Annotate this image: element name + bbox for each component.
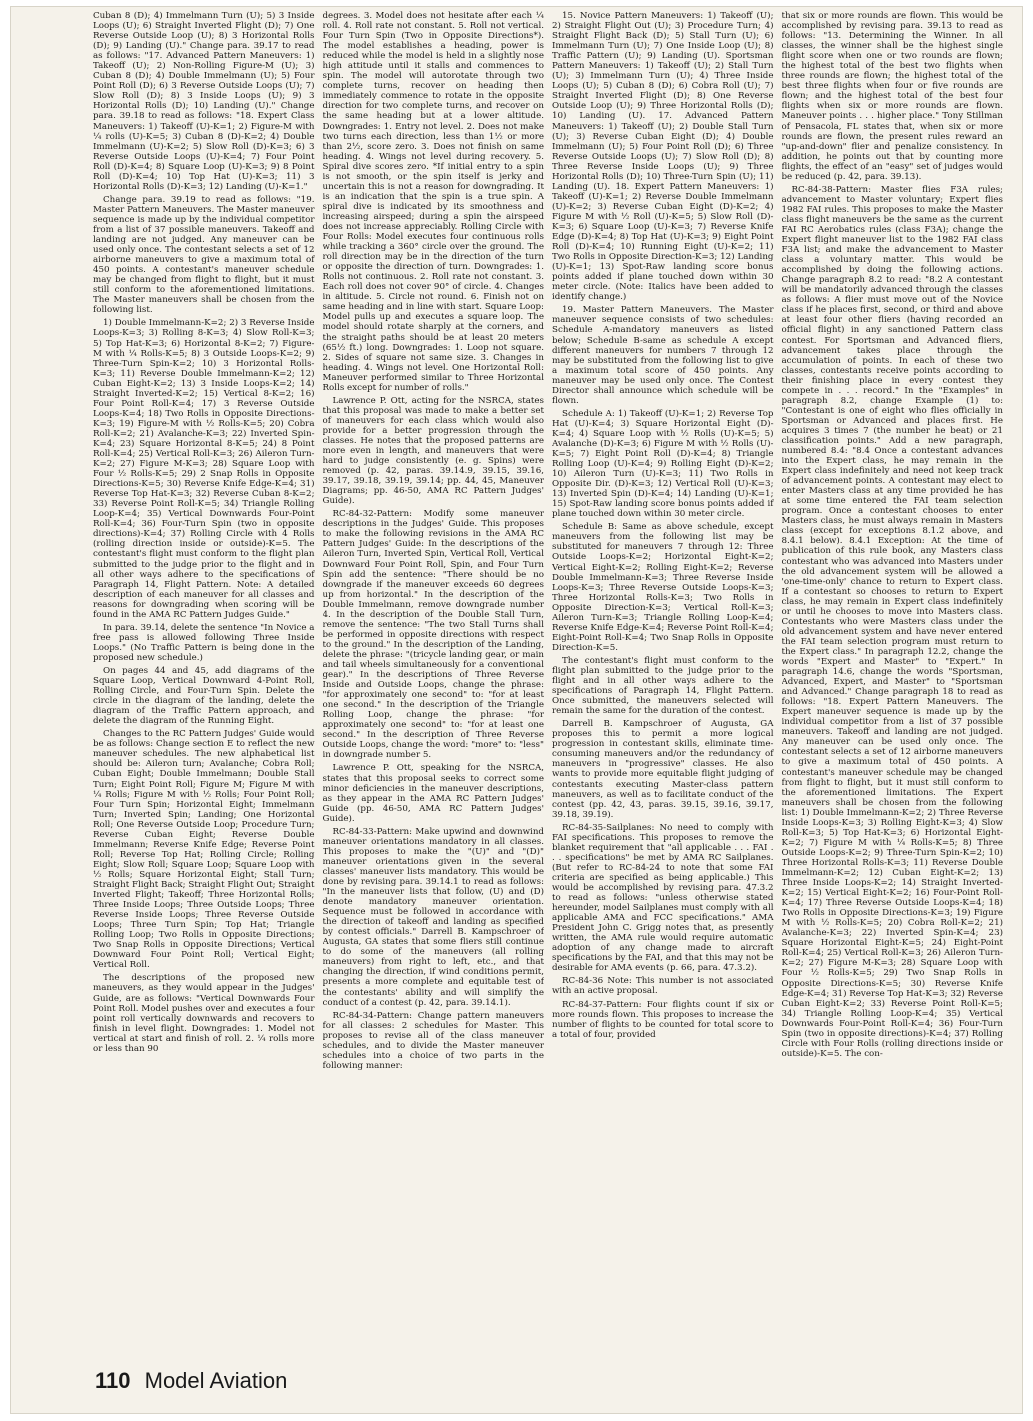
proposal-rc-84-38: RC-84-38-Pattern: Master flies F3A rules; advancement to Master voluntary; Expert flies 1982 FAI rules. This proposes to make the Master class flight maneuvers be the same as the current FAI RC Aerobatics rules (class F3A); change the Expert flight maneuver list to the 1982 FAI class F3A list; and make the advancement to Master class a voluntary matter. This would be accomplished by doing the following actions. Change paragraph 8.2 to read: "8.2 A contestant will be mandatorily advanced through the classes as follows: A flier must move out of the Novice class if he places first, second, or third and above at least four other fliers (having recorded an official flight) in any sanctioned Pattern class contest. For Sportsman and Advanced fliers, advancement takes place through the accumulation of points. In each of these two classes, contestants receive points according to their finishing place in every contest they compete in . . . record." In the "Examples" in paragraph 8.2, change Example (1) to: "Contestant is one of eight who flies officially in Sportsman or Advanced and places first. He acquires 3 times 7 (the number he beat) or 21 classification points." Add a new paragraph, numbered 8.4: "8.4 Once a contestant advances into the Expert class, he may remain in the Expert class indefinitely and need not keep track of advancement points. A contestant may elect to enter Masters class at any time provided he has at some time entered the FAI team selection program. Once a contestant chooses to enter Masters class, he must always remain in Masters class (except for exceptions 8.1.2 above, and 8.4.1 below). 8.4.1 Exception: At the time of publication of this rule book, any Masters class contestant who was advanced into Masters under the old advancement system will be allowed a 'one-time-only' chance to return to Expert class. If a contestant so chooses to return to Expert class, he may remain in Expert class indefinitely or until he chooses to move into Masters class. Contestants who were Masters class under the old advancement system and have never entered the FAI team selection program must return to the Expert class." In paragraph 12.2, change the words "Expert and Master" to "Expert." In paragraph 14.6, change the words "Sportsman, Advanced, Expert, and Master" to "Sportsman and Advanced." Change paragraph 18 to read as follows: "18. Expert Pattern Maneuvers. The Expert maneuver sequence is made up by the individual competitor from a list of 37 possible maneuvers. Takeoff and landing are not judged. Any maneuver can be used only once. The contestant selects a set of 12 airborne maneuvers to give a maximum total of 450 points. A contestant's maneuver schedule may be changed from flight to flight, but it must still conform to the aforementioned limitations. The Expert maneuvers shall be chosen from the following list: 1) Double Immelmann-K=2; 2) Three Reverse Inside Loops-K=3; 3) Rolling Eight-K=3; 4) Slow Roll-K=3; 5) Top Hat-K=3; 6) Horizontal Eight-K=2; 7) Figure M with ¼ Rolls-K=5; 8) Three Outside Loops-K=2; 9) Three-Turn Spin-K=2; 10) Three Horizontal Rolls-K=3; 11) Reverse Double Immelmann-K=2; 12) Cuban Eight-K=2; 13) Three Inside Loops-K=2; 14) Straight Inverted-K=2; 15) Vertical Eight-K=2; 16) Four-Point Roll-K=4; 17) Three Reverse Outside Loops-K=4; 18) Two Rolls in Opposite Directions-K=3; 19) Figure M with ½ Rolls-K=5; 20) Cobra Roll-K=2; 21) Avalanche-K=3; 22) Inverted Spin-K=4; 23) Square Horizontal Eight-K=5; 24) Eight-Point Roll-K=4; 25) Vertical Roll-K=3; 26) Aileron Turn-K=2; 27) Figure M-K=3; 28) Square Loop with Four ½ Rolls-K=5; 29) Two Snap Rolls in Opposite Directions-K=5; 30) Reverse Knife Edge-K=4; 31) Reverse Top Hat-K=3; 32) Reverse Cuban Eight-K=2; 33) Reverse Point Roll-K=5; 34) Triangle Rolling Loop-K=4; 35) Vertical Downwards Four-Point Roll-K=4; 36) Four-Turn Spin (two in opposite directions)-K=4; 37) Rolling Circle with Four Rolls (rolling directions inside or outside)-K=5. The con-	[781, 184, 1003, 1059]
paragraph: that six or more rounds are flown. This would be accomplished by revising para. 39.13 to read as follows: "13. Determining the Winner. In all classes, the winner shall be the highest single flight score when one or two rounds are flown; the highest total of the best two flights when three rounds are flown; the highest total of the best three flights when four or five rounds are flown; and the highest total of the best four flights when six or more rounds are flown. Maneuver points . . . higher place." Tony Stillman of Pensacola, FL states that, when six or more rounds are flown, the present rules reward an "up-and-down" flier and penalize consistency. In addition, he points out that by counting more flights, the effect of an "easy" set of judges would be reduced (p. 42, para. 39.13).	[781, 11, 1003, 182]
text-column-4	[782, 11, 1004, 1346]
paragraph: 15. Novice Pattern Maneuvers: 1) Takeoff (U); 2) Straight Flight Out (U); 3) Procedure Turn; 4) Straight Flight Back (D); 5) Stall Turn (U); 6) Immelmann Turn (U); 7) One Inside Loop (U); 8) Traffic Pattern (U); 9) Landing (U). Sportsman Pattern Maneuvers: 1) Takeoff (U); 2) Stall Turn (U); 3) Immelmann Turn (U); 4) Three Inside Loops (U); 5) Cuban 8 (D); 6) Cobra Roll (U); 7) Straight Inverted Flight (D); 8) One Reverse Outside Loop (U); 9) Three Horizontal Rolls (D); 10) Landing (U). 17. Advanced Pattern Maneuvers: 1) Takeoff (U); 2) Double Stall Turn (U); 3) Reverse Cuban Eight (D); 4) Double Immelmann (U); 5) Four Point Roll (D); 6) Three Reverse Outside Loops (U); 7) Slow Roll (D); 8) Three Reverse Inside Loops (U); 9) Three Horizontal Rolls (D); 10) Three-Turn Spin (U); 11) Landing (U). 18. Expert Pattern Maneuvers: 1) Takeoff (U)-K=1; 2) Reverse Double Immelmann (U)-K=2; 3) Reverse Cuban Eight (D)-K=2; 4) Figure M with ½ Roll (U)-K=5; 5) Slow Roll (D)-K=3; 6) Square Loop (U)-K=3; 7) Reverse Knife Edge (D)-K=4; 8) Top Hat (U)-K=3; 9) Eight Point Roll (D)-K=4; 10) Running Eight (U)-K=2; 11) Two Rolls in Opposite Direction-K=3; 12) Landing (U)-K=1; 13) Spot-Raw landing score bonus points added if plane touched down within 30 meter circle. (Note: Italics have been added to identify change.)	[552, 11, 774, 303]
paragraph: 19. Master Pattern Maneuvers. The Master maneuver sequence consists of two schedules: Schedule A-mandatory maneuvers as listed below; Schedule B-same as schedule A except different maneuvers for numbers 7 through 12 may be substituted from the following list to give a maximum total score of 450 points. Any maneuver may be used only once. The Contest Director shall announce which schedule will be flown.	[552, 305, 774, 406]
paragraph: Darrell B. Kampschroer of Augusta, GA proposes this to permit a more logical progression in contestant skills, eliminate time-consuming maneuvers and/or the redundancy of maneuvers in "progressive" classes. He also wants to provide more equitable flight judging of contestants executing Master-class pattern maneuvers, as well as to facilitate conduct of the contest (pp. 42, 43, paras. 39.15, 39.16, 39.17, 39.18, 39.19).	[552, 719, 774, 820]
paragraph: Changes to the RC Pattern Judges' Guide would be as follows: Change section E to reflect the new maneuver schedules. The new alphabetical list should be: Aileron turn; Avalanche; Cobra Roll; Cuban Eight; Double Immelmann; Double Stall Turn; Eight Point Roll; Figure M; Figure M with ¼ Rolls; Figure M with ½ Rolls; Four Point Roll; Four Turn Spin; Horizontal Eight; Immelmann Turn; Inverted Spin; Landing; One Horizontal Roll; One Reverse Outside Loop; Procedure Turn; Reverse Cuban Eight; Reverse Double Immelmann; Reverse Knife Edge; Reverse Point Roll; Reverse Top Hat; Rolling Circle; Rolling Eight; Slow Roll; Square Loop; Square Loop with ½ Rolls; Square Horizontal Eight; Stall Turn; Straight Flight Back; Straight Flight Out; Straight Inverted Flight; Takeoff; Three Horizontal Rolls; Three Inside Loops; Three Outside Loops; Three Reverse Inside Loops; Three Reverse Outside Loops; Three Turn Spin; Top Hat; Triangle Rolling Loop; Two Rolls in Opposite Directions; Two Snap Rolls in Opposite Directions; Vertical Downward Four Point Roll; Vertical Eight; Vertical Roll.	[93, 729, 315, 971]
paragraph: Cuban 8 (D); 4) Immelmann Turn (U); 5) 3 Inside Loops (U); 6) Straight Inverted Flight (D); 7) One Reverse Outside Loop (U); 8) 3 Horizontal Rolls (D); 9) Landing (U)." Change para. 39.17 to read as follows: "17. Advanced Pattern Maneuvers: 1) Takeoff (U); 2) Non-Rolling Figure-M (U); 3) Cuban 8 (D); 4) Double Immelmann (U); 5) Four Point Roll (D); 6) 3 Reverse Outside Loops (U); 7) Slow Roll (D); 8) 3 Inside Loops (U); 9) 3 Horizontal Rolls (D); 10) Landing (U)." Change para. 39.18 to read as follows: "18. Expert Class Maneuvers: 1) Takeoff (U)-K=1; 2) Figure-M with ¼ rolls (U)-K=5; 3) Cuban 8 (D)-K=2; 4) Double Immelmann (U)-K=2; 5) Slow Roll (D)-K=3; 6) 3 Reverse Outside Loops (U)-K=4; 7) Four Point Roll (D)-K=4; 8) Square Loop (U)-K=3; 9) 8 Point Roll (D)-K=4; 10) Top Hat (U)-K=3; 11) 3 Horizontal Rolls (D)-K=3; 12) Landing (U)-K=1."	[93, 11, 315, 192]
paragraph: The descriptions of the proposed new maneuvers, as they would appear in the Judges' Guide, are as follows: "Vertical Downwards Four Point Roll. Model pushes over and executes a four point roll vertically downwards and recovers to finish in level flight. Downgrades: 1. Model not vertical at start and finish of roll. 2. ¼ rolls more or less than 90	[93, 973, 315, 1054]
magazine-page	[10, 6, 1023, 1414]
paragraph: Change para. 39.19 to read as follows: "19. Master Pattern Maneuvers. The Master maneuver sequence is made up by the individual competitor from a list of 37 possible maneuvers. Takeoff and landing are not judged. Any maneuver can be used only once. The contestant selects a set of 12 airborne maneuvers to give a maximum total of 450 points. A contestant's maneuver schedule may be changed from flight to flight, but it must still conform to the aforementioned limitations. The Master maneuvers shall be chosen from the following list.	[93, 194, 315, 316]
paragraph: On pages 44 and 45, add diagrams of the Square Loop, Vertical Downward 4-Point Roll, Rolling Circle, and Four-Turn Spin. Delete the circle in the diagram of the landing, delete the diagram of the Traffic Pattern approach, and delete the diagram of the Running Eight.	[93, 666, 315, 727]
page-footer	[95, 1368, 287, 1394]
text-columns	[93, 11, 1003, 1346]
paragraph: In para. 39.14, delete the sentence "In Novice a free pass is allowed following Three Inside Loops." (No Traffic Pattern is being done in the proposed new schedule.)	[93, 622, 315, 663]
text-column-1	[93, 11, 315, 1346]
paragraph: Schedule B: Same as above schedule, except maneuvers from the following list may be substituted for maneuvers 7 through 12: Three Outside Loops-K=2; Horizontal Eight-K=2; Vertical Eight-K=2; Rolling Eight-K=2; Reverse Double Immelmann-K=3; Three Reverse Inside Loops-K=3; Three Reverse Outside Loops-K=3; Three Horizontal Rolls-K=3; Two Rolls in Opposite Direction-K=3; Vertical Roll-K=3; Aileron Turn-K=3; Triangle Rolling Loop-K=4; Reverse Knife Edge-K=4; Reverse Point Roll-K=4; Eight-Point Roll-K=4; Two Snap Rolls in Opposite Direction-K=5.	[552, 522, 774, 653]
proposal-rc-84-34: RC-84-34-Pattern: Change pattern maneuvers for all classes: 2 schedules for Master. This proposes to revise all of the class maneuver schedules, and to divide the Master maneuver schedules into a choice of two parts in the following manner:	[322, 1010, 544, 1071]
proposal-rc-84-36: RC-84-36 Note: This number is not associated with an active proposal.	[552, 976, 774, 997]
proposal-rc-84-32: RC-84-32-Pattern: Modify some maneuver descriptions in the Judges' Guide. This proposes to make the following revisions in the AMA RC Pattern Judges' Guide: In the descriptions of the Aileron Turn, Inverted Spin, Vertical Roll, Vertical Downward Four Point Roll, Spin, and Four Turn Spin add the sentence: "There should be no downgrade if the maneuver exceeds 60 degrees up from horizontal." In the description of the Double Immelmann, remove downgrade number 4. In the description of the Double Stall Turn, remove the sentence: "The two Stall Turns shall be performed in opposite directions with respect to the ground." In the description of the Landing, delete the phrase: "(tricycle landing gear, or main and tail wheels simultaneously for a conventional gear)." In the descriptions of Three Reverse Inside and Outside Loops, change the phrase: "for approximately one second" to: "for at least one second." In the description of the Triangle Rolling Loop, change the phrase: "for approximately one second" to: "for at least one second." In the description of Three Reverse Outside Loops, change the word: "more" to: "less" in downgrade number 5.	[322, 509, 544, 761]
paragraph: 1) Double Immelmann-K=2; 2) 3 Reverse Inside Loops-K=3; 3) Rolling 8-K=3; 4) Slow Roll-K=3; 5) Top Hat-K=3; 6) Horizontal 8-K=2; 7) Figure-M with ¼ Rolls-K=5; 8) 3 Outside Loops-K=2; 9) Three-Turn Spin-K=2; 10) 3 Horizontal Rolls-K=3; 11) Reverse Double Immelmann-K=2; 12) Cuban Eight-K=2; 13) 3 Inside Loops-K=2; 14) Straight Inverted-K=2; 15) Vertical 8-K=2; 16) Four Point Roll-K=4; 17) 3 Reverse Outside Loops-K=4; 18) Two Rolls in Opposite Directions-K=3; 19) Figure-M with ½ Rolls-K=5; 20) Cobra Roll-K=2; 21) Avalanche-K=3; 22) Inverted Spin-K=4; 23) Square Horizontal 8-K=5; 24) 8 Point Roll-K=4; 25) Vertical Roll-K=3; 26) Aileron Turn-K=2; 27) Figure M-K=3; 28) Square Loop with Four ½ Rolls-K=5; 29) 2 Snap Rolls in Opposite Directions-K=5; 30) Reverse Knife Edge-K=4; 31) Reverse Top Hat-K=3; 32) Reverse Cuban 8-K=2; 33) Reverse Point Roll-K=5; 34) Triangle Rolling Loop-K=4; 35) Vertical Downwards Four-Point Roll-K=4; 36) Four-Turn Spin (two in opposite directions)-K=4; 37) Rolling Circle with 4 Rolls (rolling direction inside or outside)-K=5. The contestant's flight must conform to the flight plan submitted to the judge prior to the flight and in all other ways adhere to the specifications of Paragraph 14, Flight Pattern. Note: A detailed description of each maneuver for all classes and reasons for downgrading when scoring will be found in the AMA RC Pattern Judges Guide."	[93, 318, 315, 620]
paragraph: Lawrence P. Ott, speaking for the NSRCA, states that this proposal seeks to correct some minor deficiencies in the maneuver descriptions, as they appear in the AMA RC Pattern Judges' Guide (pp. 46-50, AMA RC Pattern Judges' Guide).	[322, 763, 544, 824]
paragraph: degrees. 3. Model does not hesitate after each ¼ roll. 4. Roll rate not constant. 5. Roll not vertical. Four Turn Spin (Two in Opposite Directions*). The model establishes a heading, power is reduced while the model is held in a slightly nose high attitude until it stalls and commences to spin. The model will autorotate through two complete turns, recover on heading then immediately commence to rotate in the opposite direction for two complete turns, and recover on the same heading but at a lower altitude. Downgrades: 1. Entry not level. 2. Does not make two turns each direction, less than 1½ or more than 2½, score zero. 3. Does not finish on same heading. 4. Wings not level during recovery. 5. Spiral dive scores zero. *If initial entry to a spin is not smooth, or the spin itself is jerky and uncertain this is not a reason for downgrading. It is an indication that the spin is a true spin. A spiral dive is indicated by its smoothness and increasing airspeed; during a spin the airspeed does not increase appreciably. Rolling Circle with Four Rolls: Model executes four continuous rolls while tracking a 360° circle over the ground. The roll direction may be in the direction of the turn or opposite the direction of turn. Downgrades: 1. Rolls not continuous. 2. Roll rate not constant. 3. Each roll does not cover 90° of circle. 4. Changes in altitude. 5. Circle not round. 6. Finish not on same heading and in line with start. Square Loop: Model pulls up and executes a square loop. The model should rotate sharply at the corners, and the straight paths should be at least 20 meters (65½ ft.) long. Downgrades: 1. Loop not square. 2. Sides of square not same size. 3. Changes in heading. 4. Wings not level. One Horizontal Roll: Maneuver performed similar to Three Horizontal Rolls except for number of rolls."	[322, 11, 544, 393]
paragraph: Schedule A: 1) Takeoff (U)-K=1; 2) Reverse Top Hat (U)-K=4; 3) Square Horizontal Eight (D)-K=4; 4) Square Loop with ½ Rolls (U)-K=5; 5) Avalanche (D)-K=3; 6) Figure M with ½ Rolls (U)-K=5; 7) Eight Point Roll (D)-K=4; 8) Triangle Rolling Loop (U)-K=4; 9) Rolling Eight (D)-K=2; 10) Aileron Turn (U)-K=3; 11) Two Rolls in Opposite Dir. (D)-K=3; 12) Vertical Roll (U)-K=3; 13) Inverted Spin (D)-K=4; 14) Landing (U)-K=1; 15) Spot-Raw landing score bonus points added if plane touched down within 30 meter circle.	[552, 408, 774, 520]
proposal-rc-84-33: RC-84-33-Pattern: Make upwind and downwind maneuver orientations mandatory in all classes. This proposes to make the "(U)" and "(D)" maneuver orientations given in the several classes' maneuver lists mandatory. This would be done by revising para. 39.14.1 to read as follows: "In the maneuver lists that follow, (U) and (D) denote mandatory maneuver orientation. Sequence must be followed in accordance with the direction of takeoff and landing as specified by contest officials." Darrell B. Kampschroer of Augusta, GA states that some fliers still continue to do some of the maneuvers (all rolling maneuvers) from right to left, etc., and that changing the direction, if wind conditions permit, presents a more complete and equitable test of the contestants' ability and will simplify the conduct of a contest (p. 42, para. 39.14.1).	[322, 826, 544, 1008]
text-column-3	[552, 11, 774, 1346]
text-column-2	[323, 11, 545, 1346]
publication-name: Model Aviation	[144, 1368, 288, 1393]
proposal-rc-84-37: RC-84-37-Pattern: Four flights count if six or more rounds flown. This proposes to increase the number of flights to be counted for total score to a total of four, provided	[552, 999, 774, 1040]
proposal-rc-84-35: RC-84-35-Sailplanes: No need to comply with FAI specifications. This proposes to remove the blanket requirement that "all applicable . . . FAI . . . specifications" be met by AMA RC Sailplanes. (But refer to RC-84-24 to note that some FAI criteria are specified as being applicable.) This would be accomplished by revising para. 47.3.2 to read as follows: "unless otherwise stated hereunder, model Sailplanes must comply with all applicable AMA and FCC specifications." AMA President John C. Grigg notes that, as presently written, the AMA rule would require automatic adoption of any change made to aircraft specifications by the FAI, and that this may not be desirable for AMA events (p. 66, para. 47.3.2).	[552, 822, 774, 974]
paragraph: The contestant's flight must conform to the flight plan submitted to the judge prior to the flight and in all other ways adhere to the specifications of Paragraph 14, Flight Pattern. Once submitted, the maneuvers selected will remain the same for the duration of the contest.	[552, 655, 774, 717]
paragraph: Lawrence P. Ott, acting for the NSRCA, states that this proposal was made to make a better set of maneuvers for each class which would also provide for a better progression through the classes. He notes that the proposed patterns are more even in length, and maneuvers that were hard to judge consistently (e. g. Spins) were removed (p. 42, paras. 39.14.9, 39.15, 39.16, 39.17, 39.18, 39.19, 39.14; pp. 44, 45, Maneuver Diagrams; pp. 46-50, AMA RC Pattern Judges' Guide).	[322, 395, 544, 507]
page-number: 110	[95, 1368, 131, 1393]
